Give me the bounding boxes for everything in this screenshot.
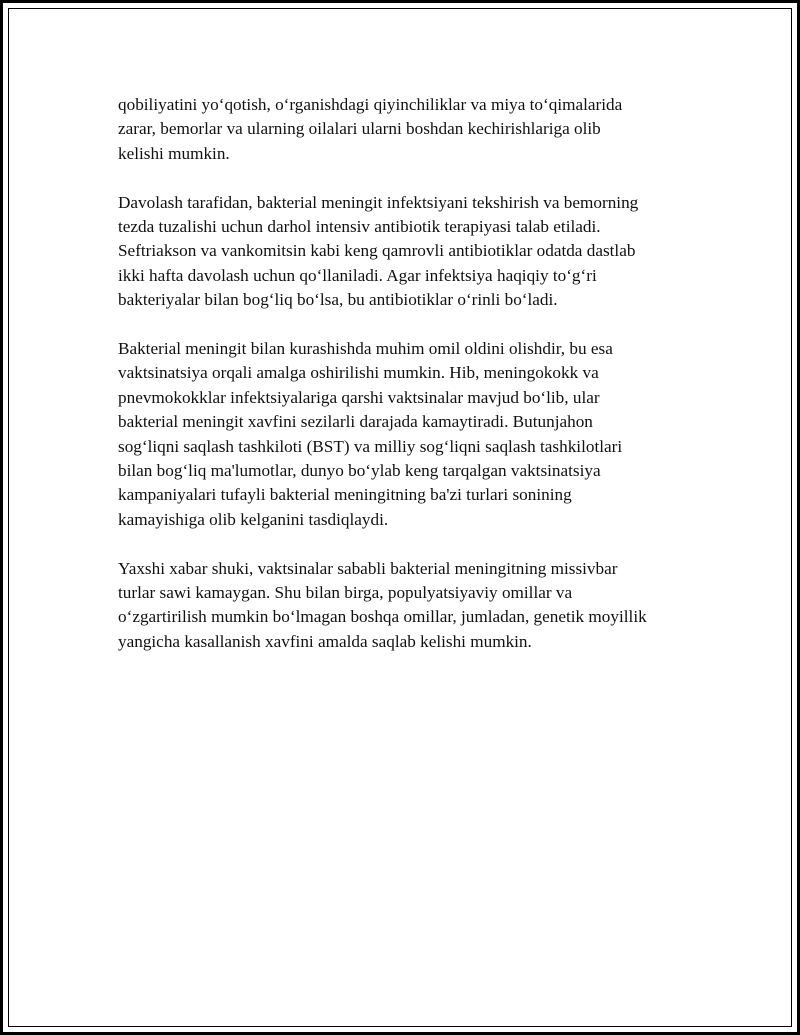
text-line: bakteriyalar bilan bog‘liq bo‘lsa, bu antibiotiklar o‘rinli bo‘ladi.	[118, 290, 558, 310]
paragraph-1	[118, 93, 698, 166]
text-line: zarar, bemorlar va ularning oilalari ularni boshdan kechirishlariga olib	[118, 119, 601, 139]
text-line: Seftriakson va vankomitsin kabi keng qamrovli antibiotiklar odatda dastlab	[118, 241, 636, 261]
text-line: bakterial meningit xavfini sezilarli darajada kamaytiradi. Butunjahon	[118, 412, 593, 432]
text-line: kamayishiga olib kelganini tasdiqlaydi.	[118, 509, 389, 529]
text-line: vaktsinatsiya orqali amalga oshirilishi mumkin. Hib, meningokokk va	[118, 363, 599, 383]
text-line: kampaniyalari tufayli bakterial meningitning ba'zi turlari sonining	[118, 485, 572, 505]
text-line: ikki hafta davolash uchun qo‘llaniladi. Agar infektsiya haqiqiy to‘g‘ri	[118, 265, 597, 285]
text-line: sog‘liqni saqlash tashkiloti (BST) va milliy sog‘liqni saqlash tashkilotlari	[118, 436, 623, 456]
text-line: qobiliyatini yo‘qotish, o‘rganishdagi qiyinchiliklar va miya to‘qimalarida	[118, 95, 623, 114]
text-line: o‘zgartirilish mumkin bo‘lmagan boshqa omillar, jumladan, genetik moyillik	[118, 607, 647, 627]
text-line: kelishi mumkin.	[118, 143, 230, 163]
text-line: Yaxshi xabar shuki, vaktsinalar sababli bakterial meningitning missivbar	[118, 558, 618, 578]
text-line: tezda tuzalishi uchun darhol intensiv antibiotik terapiyasi talab etiladi.	[118, 217, 601, 237]
paragraph-4	[118, 557, 698, 655]
text-line: pnevmokokklar infektsiyalariga qarshi vaktsinalar mavjud bo‘lib, ular	[118, 387, 600, 407]
text-line: Davolash tarafidan, bakterial meningit infektsiyani tekshirish va bemorning	[118, 192, 639, 212]
paragraph-2	[118, 191, 698, 313]
text-line: bilan bog‘liq ma'lumotlar, dunyo bo‘ylab keng tarqalgan vaktsinatsiya	[118, 461, 601, 481]
document-body	[118, 93, 698, 679]
text-line: Bakterial meningit bilan kurashishda muhim omil oldini olishdir, bu esa	[118, 339, 613, 359]
paragraph-3	[118, 337, 698, 532]
text-line: turlar sawi kamaygan. Shu bilan birga, populyatsiyaviy omillar va	[118, 583, 573, 603]
text-line: yangicha kasallanish xavfini amalda saqlab kelishi mumkin.	[118, 631, 532, 651]
